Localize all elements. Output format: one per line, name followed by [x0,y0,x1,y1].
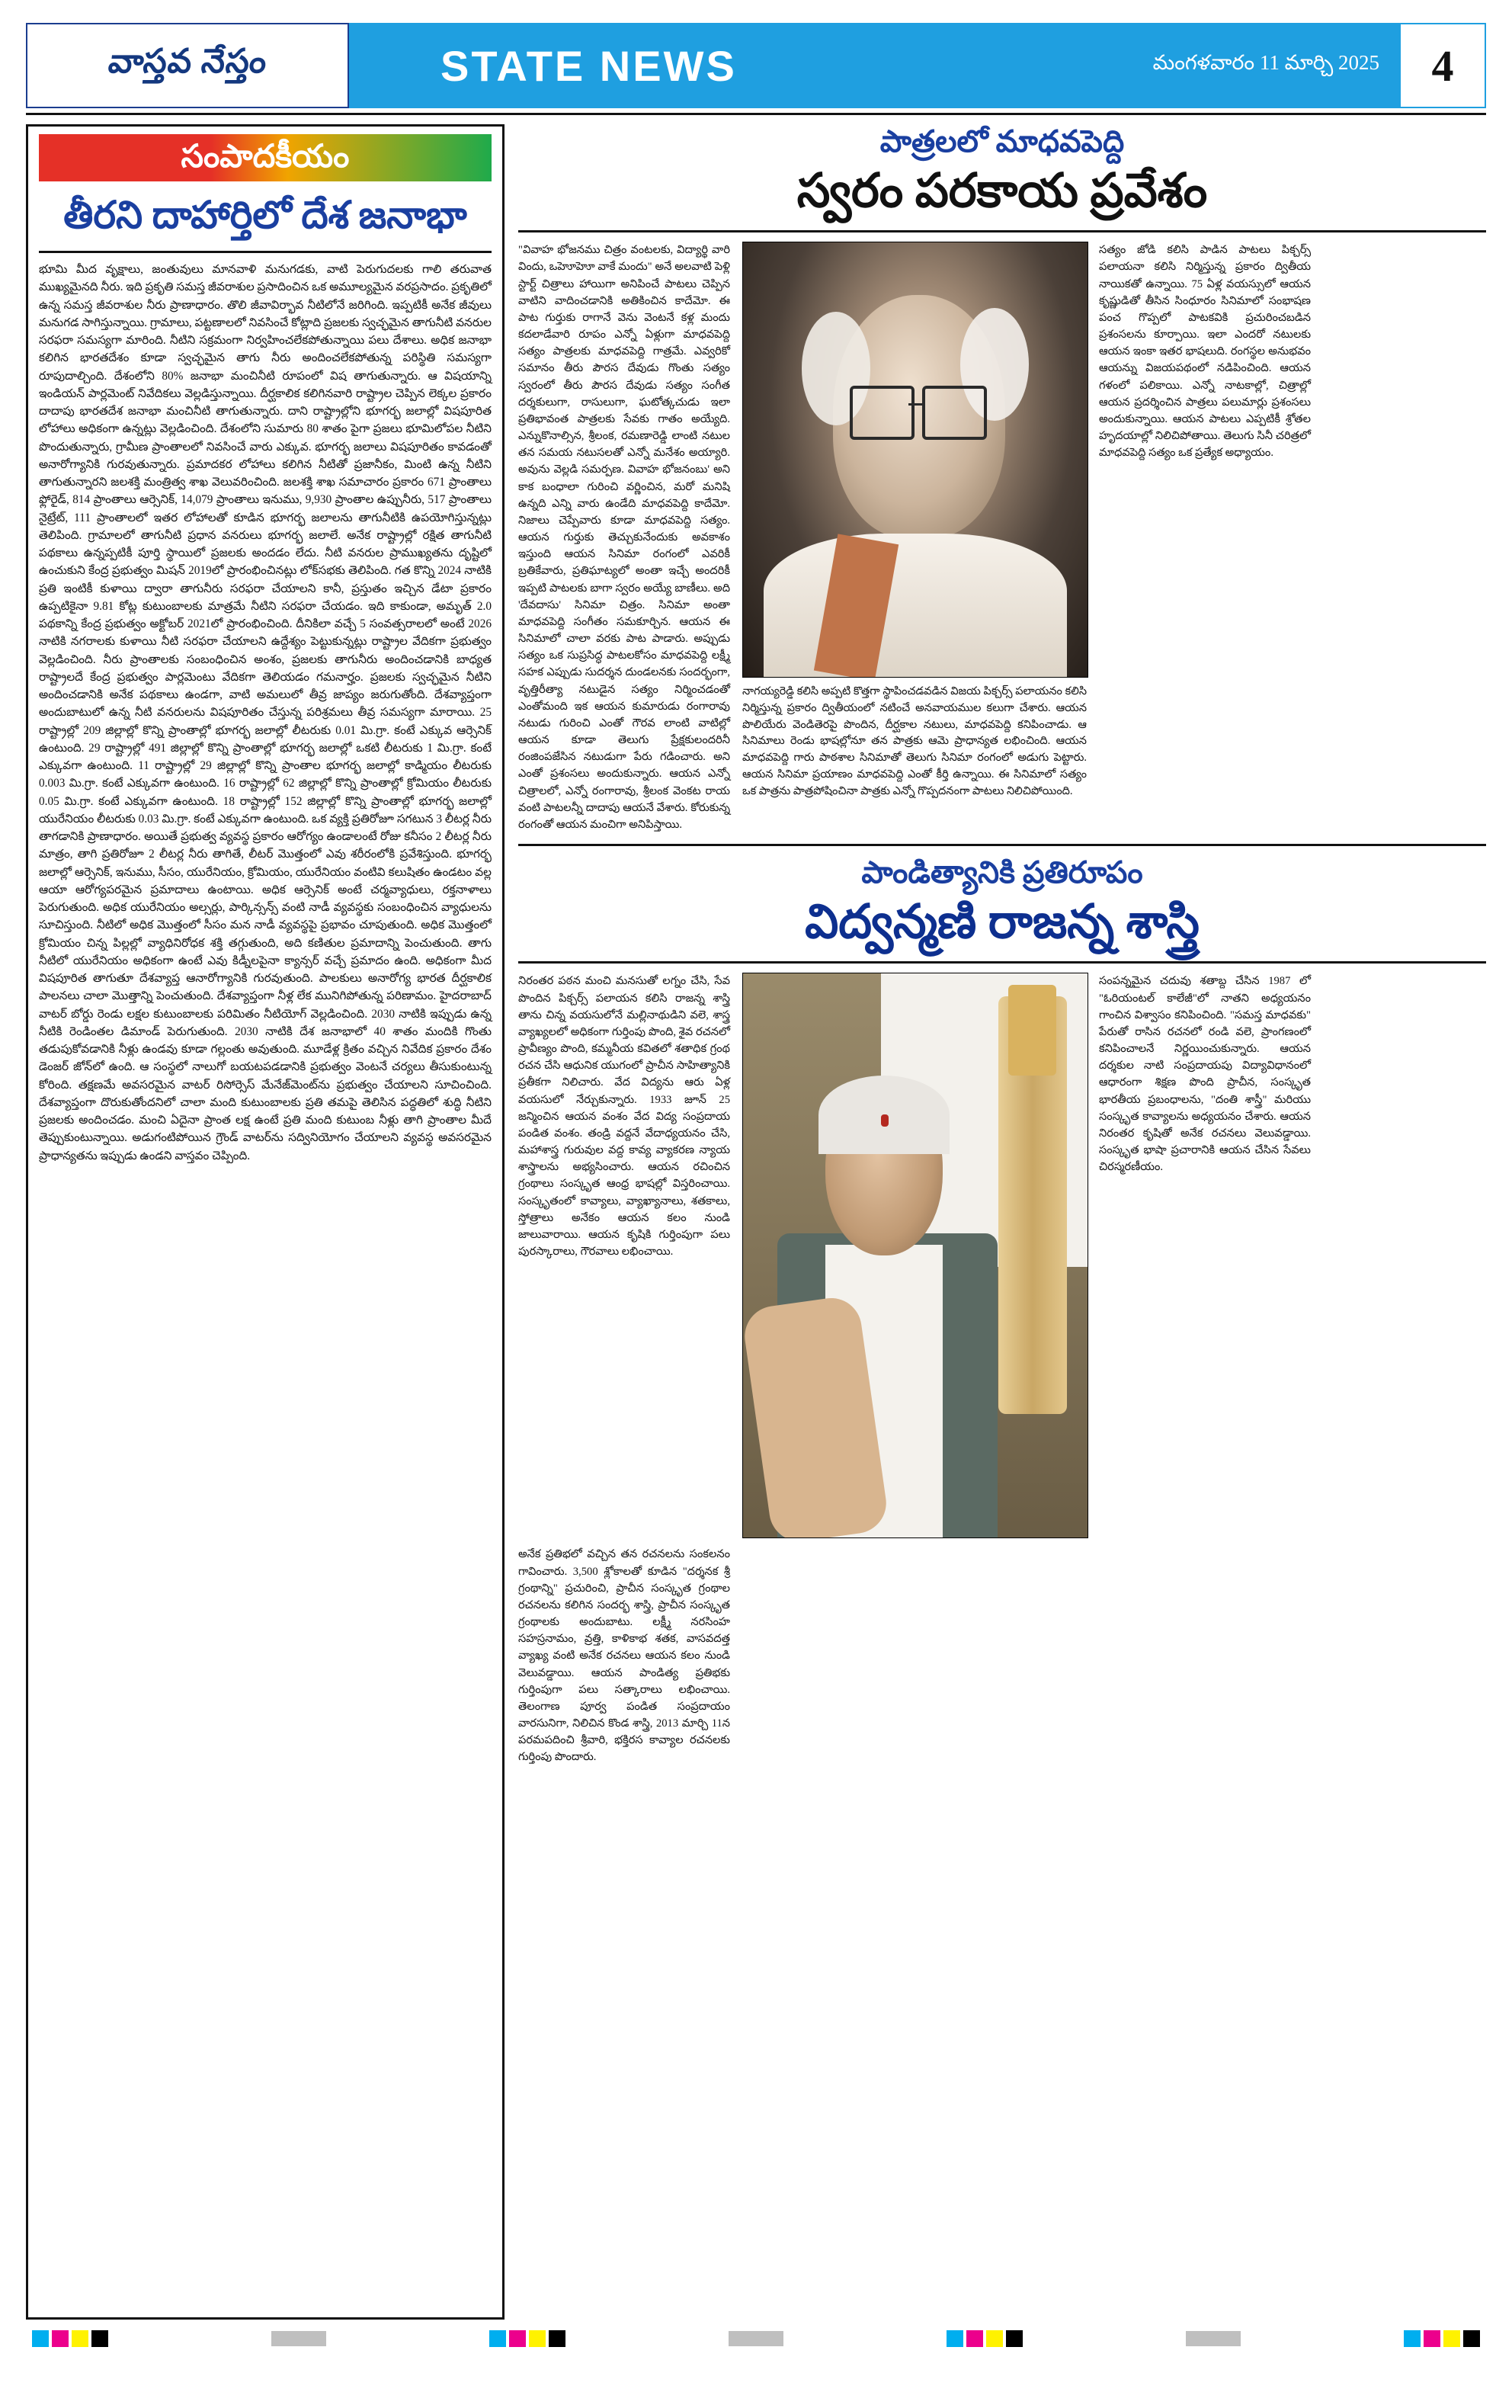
story1-divider [518,230,1486,232]
issue-date: మంగళవారం 11 మార్చి 2025 [1152,51,1379,74]
swatch-black [1006,2330,1023,2347]
portrait-photo-madhavapeddi [742,242,1088,678]
story1-headline: స్వరం పరకాయ ప్రవేశం [796,165,1208,217]
gray-patch-1 [271,2331,326,2346]
story1-photo-block [742,242,1087,833]
story1-col3-text: సత్యం జోడి కలిసి పాడిన పాటలు పిక్చర్స్ పలాయనా కలిసి నిర్మిస్తున్న ప్రకారం ద్వితీయ నాయికతో ఉన్నాయి. 75 ఏళ్ల వయస్సులో ఆయన కృష్ణుడితో తీసిన సింధూరం సినిమాలో సంభాషణ పంచ గొప్పలో పాటకవికి ప్రచురించబడిన ప్రశంసలను కూర్పాయి. ఇలా ఎందరో నటులకు ఆయన ఇంకా ఇతర భాషలుది. రంగస్థల అనుభవం ఆయన్ను విజయపథంలో నడిపించింది. ఆయన గళంలో పలికాయి. ఎన్నో నాటకాల్లో, చిత్రాల్లో ఆయన ప్రదర్శించిన పాత్రలు పలుమార్లు ప్రశంసలు అందుకున్నాయి. ఆయన పాటలు ఎప్పటికీ శ్రోతల హృదయాల్లో నిలిచిపోతాయి. తెలుగు సినీ చరిత్రలో మాధవపెద్ది సత్యం ఒక ప్రత్యేక అధ్యాయం. [1099,244,1311,460]
swatch-group-3 [947,2330,1023,2347]
swatch-yellow [986,2330,1003,2347]
swatch-group-2 [489,2330,565,2347]
swatch-cyan [947,2330,963,2347]
swatch-yellow [529,2330,546,2347]
swatch-cyan [32,2330,49,2347]
swatch-yellow [1443,2330,1460,2347]
story1-col2-text: నాగయ్యరెడ్డి కలిసి అప్పటి కొత్తగా స్థాపించడవడిన విజయ పిక్చర్స్ పలాయనం కలిసి నిర్మిస్తున్న ప్రకారం ద్వితీయంలో నటించే అనవాయముల కలుగా చేశారు. ఆయన పొలియేరు వెండితెరపై పొందిన, దీర్ఘకాల నటులు, మాధవపెద్ది కనిపించాడు. ఆ సినిమాలు రెండు భాషల్లోనూ తన పాత్రకు ఆమె ప్రాధాన్యత లభించింది. ఆయన మాధవపెద్ది గారు పాఠశాల సినిమాతో తెలుగు సినిమా రంగంలో అడుగు పెట్టారు. ఆయన సినిమా ప్రయాణం మాధవపెద్ది ఎంతో కీర్తి ఉన్నాయి. ఈ సినిమాలో సత్యం ఒక పాత్రను పాత్రపోషించినా పాత్రకు ఎన్నో గొప్పదనంగా పాటలు నిలిచిపోయింది. [742,685,1087,797]
story2-layout-lower [518,1546,1486,1765]
story2-col4 [518,1546,730,1765]
story1-col1-text: "వివాహ భోజనము చిత్రం వంటలకు, విద్యార్థి వారి విందు, ఒహెూహెూ వాకే మందు" అనే అలవాటి పెళ్లి స్టార్ట్ చిత్రాలు హాయిగా అనిపించే పాటలు చెప్పిన వాటిని వాదించడానికి అతికించిన కాదేమో. ఈ పాట గుర్తుకు రాగానే వెను వెంటనే కళ్ల మందు కదలాడేవారి రూపం ఎన్నో ఏళ్లుగా మాధవపెద్ది సత్యం పాత్రలకు మాధవపెద్ది గాత్రమే. ఎవ్వరికో సమానం తీరు పౌరస దేవుడు గొంతు సత్యం స్వరంలో తీరు పౌరస దేవుడు సత్యం సంగీత దర్శకులుగా, రాసులుగా, ఘటోత్కచుడు ఇలా ప్రతిభావంత పాత్రలకు సేవకు గాతం అయ్యేది. ఎన్నుకొనాల్సిన, శ్రీలంక, రమణారెడ్డి లాంటి నటుల తన సమయ నటుసలతో ఎన్నో మనేశం అయ్యారి. అవును వెల్లడి సమర్పణ. వివాహ భోజనంబు' అని కాక బంధాలా గురించి వర్ణించిన, మరో మనిషి ఉన్నది ఎన్ని వారు ఉండేది మాధవపెద్ది కాదేమో. నిజాలు చెప్పేవారు కూడా మాధవపెద్ది సత్యం. ఆయన గుర్తుకు తెచ్చుకునేందుకు అవకాశం ఇస్తుంది ఆయన సినిమా రంగంలో ఎవరికీ బ్రతికేవారు, ప్రతిఘాట్యలో అంతా ఇచ్చే అందరికీ ఇప్పటి పాటలకు బాగా స్వరం అయ్యే బాణీలు. అది 'దేవదాసు' సినిమా చిత్రం. సినిమా అంతా మాధవపెద్ది సంగీతం సమకూర్చిన. ఆయన ఈ సినిమాలో చాలా వరకు పాట పాడారు. అప్పుడు సత్యం ఒక సుప్రసిద్ధ పాటలకోసం మాధవపెద్ది లక్ష్మీ సహక ఎప్పుడు సుదర్శన దుండలనకు సందర్భంగా, వృత్తిరీత్యా నటుడైన సత్యం నిర్మించడంతో ఎంతోమంది ఇక ఆయన కుమారుడు రంగారావు నటుడు గురించి ఎంతో గౌరవ లాంటి వాటిల్లో ఆయన కూడా తెలుగు ప్రేక్షకులందరినీ రంజింపజేసిన నటుడుగా పేరు గడించారు. అని ఎంతో ప్రశంసలు అందుకున్నారు. ఆయన ఎన్నో చిత్రాలలో, ఎన్నో రంగారావు, శ్రీలంక వెంకట రాయ వంటి పాటలన్నీ దాదాపు ఆయనే వేశారు. కోరుకున్న రంగంతో ఆయన మంచిగా అనిపిస్తాయి. [518,244,730,831]
story2-col2-text: సంపన్నమైన చదువు శతాబ్ద చేసిన 1987 లో "ఓరియంటల్ కాలేజీ"లో నాతని అధ్యయనం గాంచిన విశ్వాసం కనిపించింది. "సమస్త మాధవకు" పేరుతో రాసిన రచనలో రండి వలె, ప్రాంగణంలో కనిపించాలనే నిర్ణయించుకున్నారు. ఆయన దర్శకుల నాటి సంప్రదాయపు విద్యావిధానంలో ఆధారంగా శిక్షణ పొంది ప్రాచీన, సంస్కృత భారతీయ ప్రబంధాలను, "దంతి శాస్త్రీ" మరియు సంస్కృత కావ్యాలను అధ్యయనం చేశారు. ఆయన నిరంతర కృషితో అనేక రచనలు వెలువడ్డాయి. సంస్కృత భాషా ప్రచారానికి ఆయన చేసిన సేవలు చిరస్మరణీయం. [1099,975,1311,1174]
story-madhavapeddi [518,124,1486,833]
section-band [349,23,1133,108]
story2-layout [518,973,1486,1538]
story2-col3 [1099,973,1311,1538]
story-rajanna-shastri [518,844,1486,1765]
swatch-magenta [52,2330,69,2347]
swatch-magenta [966,2330,983,2347]
page-number-box [1399,23,1486,108]
editorial-body: భూమి మీద వృక్షాలు, జంతువులు మానవాళి మనుగడకు, వాటి పెరుగుదలకు గాలి తరువాత ముఖ్యమైనది నీరు. ఇది ప్రకృతి సమస్త జీవరాశుల ప్రసాదించిన ఒక అమూల్యమైన వరప్రసాదం. ప్రకృతిలో ఉన్న సమస్త జీవరాశుల నీరు ప్రాణాధారం. తొలి జీవావిర్భావ నీటిలోనే జరిగింది. ఇప్పటికీ అనేక జీవులు మనుగడ సాగిస్తున్నాయి. గ్రామాలు, పట్టణాలలో నివసించే కోట్లాది ప్రజలకు స్వచ్ఛమైన తాగునీటి వనరుల సరఫరా సమస్యగా మారింది. నీటిని సక్రమంగా నిర్వహించలేకపోతున్నాయి పలు దేశాలు. అధిక జనాభా కలిగిన భారతదేశం కూడా స్వచ్ఛమైన తాగు నీరు అందించలేకపోతున్న పరిస్థితి సమస్యగా రూపుదాల్చింది. దేశంలోని 80% జనాభా మంచినీటి రూపంలో విష తాగుతున్నారు. ఆ విషయాన్ని ఇండియన్ పార్లమెంట్ నివేదికలు వెల్లడిస్తున్నాయి. దీర్ఘకాలిక కలిగినవారి రాష్ట్రాల చెప్పిన లెక్కల ప్రకారం దాదాపు భారతదేశ జనాభా మంచినీటి తాగుతున్నారు. దాని రాష్ట్రాల్లోని భూగర్భ జలాల్లో విషపూరిత లోహాలు అధికంగా ఉన్నట్లు వెల్లడించింది. దేశంలోని సుమారు 80 శాతం పైగా ప్రజలు భూమిలోపల నీటిని పొందుతున్నారు, గ్రామీణ ప్రాంతాలలో నివసించే వారు ఎక్కువ. భూగర్భ జలాలు విషపూరితం కావడంతో అనారోగ్యానికి గురవుతున్నారు. ప్రమాదకర లోహాలు కలిగిన నీటితో ప్రజానీకం, మింటి ఉన్న నీటిని తాగుతున్నారని జలశక్తి మంత్రిత్వ శాఖ వెలువరించింది. జలశక్తి శాఖ సమాచారం ప్రకారం 671 ప్రాంతాలు ఫ్లోరైడ్, 814 ప్రాంతాలు ఆర్సెనిక్, 14,079 ప్రాంతాలు ఇనుము, 9,930 ప్రాంతాల ఉప్పునీరు, 517 ప్రాంతాలు నైట్రేట్, 111 ప్రాంతాలలో ఇతర లోహాలతో కూడిన భూగర్భ జలాలను తాగునీటికి ఉపయోగిస్తున్నట్లు తెలిపింది. గ్రామాలలో తాగునీటి ప్రధాన వనరులు భూగర్భ జలాలే. అనేక రాష్ట్రాల్లో రక్షిత తాగునీటి పథకాలు ఉన్నప్పటికీ పూర్తి స్థాయిలో ప్రజలకు అందడం లేదు. నీటి వనరుల ప్రాముఖ్యతను దృష్టిలో ఉంచుకుని కేంద్ర ప్రభుత్వం మిషన్ 2019లో ప్రారంభించినట్లు లోక్‌సభకు తెలిపింది. గత కొన్ని 2024 నాటికి ప్రతి ఇంటికీ కుళాయి ద్వారా తాగునీరు సరఫరా చేయాలని కానీ, ప్రస్తుతం ఇచ్చిన డేటా ప్రకారం ఉప్పటికైనా 9.81 కోట్ల కుటుంబాలకు మాత్రమే నీటిని సరఫరా చేయడం. ఇది కాకుండా, అమృత్ 2.0 పథకాన్ని కేంద్ర ప్రభుత్వం అక్టోబర్ 2021లో ప్రారంభించింది. దీనికిలా వచ్చే 5 సంవత్సరాలలో అంటే 2026 నాటికి నగరాలకు కుళాయి నీటి సరఫరా చేయాలని ఉద్దేశ్యం పెట్టుకున్నట్లు రాష్ట్రాల వేదికగా ప్రభుత్వం వెల్లడించింది. నీరు ప్రాంతాలకు సంబంధించిన అంశం, ప్రజలకు తాగునీరు అందించడానికి బాధ్యత రాష్ట్రాలదే కేంద్ర ప్రభుత్వం పార్లమెంటు వేదికగా తెలియడం గమనార్హం. ప్రజలకు స్వచ్ఛమైన నీటిని అందించడానికి అనేక పథకాలు ఉండగా, వాటి అమలులో తీవ్ర జాప్యం జరుగుతోంది. దేశవ్యాప్తంగా అందుబాటులో ఉన్న నీటి వనరులను విషపూరితం చేస్తున్న పరిశ్రమలు తీవ్ర సమస్యగా మారాయి. 25 రాష్ట్రాల్లో 209 జిల్లాల్లో కొన్ని ప్రాంతాల్లో భూగర్భ జలాల్లో లీటరుకు 0.01 మి.గ్రా. కంటే ఎక్కువ ఆర్సెనిక్ ఉంటుంది. 29 రాష్ట్రాల్లో 491 జిల్లాల్లో కొన్ని ప్రాంతాల్లో భూగర్భ జలాల్లో ఒకటి లీటరుకు 1 మి.గ్రా. కంటే ఎక్కువగా ఉంటుంది. 11 రాష్ట్రాల్లో 29 జిల్లాల్లో కొన్ని ప్రాంతాల భూగర్భ జలాల్లో కాడ్మియం లీటరుకు 0.003 మి.గ్రా. కంటే ఎక్కువగా ఉంటుంది. 16 రాష్ట్రాల్లో 62 జిల్లాల్లో కొన్ని ప్రాంతాల్లో క్రోమియం లీటరుకు 0.05 మి.గ్రా. కంటే ఎక్కువగా ఉంటుంది. 18 రాష్ట్రాల్లో 152 జిల్లాల్లో కొన్ని ప్రాంతాల్లో భూగర్భ జలాల్లో యురేనియం లీటరుకు 0.03 మి.గ్రా. కంటే ఎక్కువగా ఉంటుంది. ఒక వ్యక్తి ప్రతిరోజూ సగటున 3 లీటర్ల నీరు తాగడానికి ప్రాణాధారం. అయితే ప్రభుత్వ వ్యవస్థ ప్రకారం ఆరోగ్యం ఉండాలంటే రోజు కనీసం 2 లీటర్ల నీరు మాత్రం, తాగి ప్రతిరోజూ 2 లీటర్ల నీరు తాగితే, లీటర్ మెుత్తంలో ఎవు శరీరంలోకి ప్రవేశిస్తుంది. భూగర్భ జలాల్లో ఆర్సెనిక్, ఇనుము, సీసం, యురేనియం, క్రోమియం, యురేనియం వంటివి కలుషితం ఉండటం వల్ల ఆయా ఆరోగ్యపరమైన ప్రమాదాలు ఉంటాయి. అధిక ఆర్సెనిక్ అంటే చర్మవ్యాధులు, రక్తనాళాలు పెరుగుతుంది. అధిక యురేనియం అల్సర్లు, పార్కిన్సన్స్ వంటి నాడీ వ్యవస్థకు సంబంధించిన వ్యాధులను సూచిస్తుంది. నీటిలో అధిక మెుత్తంలో సీసం మన నాడీ వ్యవస్థపై ప్రభావం చూపుతుంది. అధిక మెుత్తంలో క్రోమియం చిన్న పిల్లల్లో వ్యాధినిరోధక శక్తి తగ్గుతుంది, అది కణితుల ప్రమాదాన్ని పెంచుతుంది. తాగు నీటిలో యురేనియం అధికంగా ఉంటే ఎవు కిడ్నీలపైనా క్యాన్సర్ వచ్చే ప్రమాదం ఉంది. అధికంగా మీద విషపూరిత తాగుతూ దేశవ్యాప్త ఆనారోగ్యానికి గురవుతుంది. పాలకులు అనారోగ్య భారత దీర్ఘకాలిక పాలనలు చాలా మెుత్తాన్ని పెంచుతుంది. దేశవ్యాప్తంగా నీళ్ల లేక మునిగిపోతున్న పరిణామం. హైదరాబాద్ వాటర్ బోర్డు రెండు లక్షల కుటుంబాలకు పరిమితం నీటియోగ్ వెల్లడించింది. 2030 నాటికి ఇప్పుడు ఉన్న నీటికి రెండింతల డిమాండ్ పెరుగుతుంది. 2030 నాటికి దేశ జనాభాలో 40 శాతం మందికి గొంతు తడుపుకోవడానికి నీళ్లు ఉండవు కూడా గల్లంతు అవుతుంది. మూడేళ్ల క్రితం వచ్చిన నివేదిక ప్రకారం దేశం డెంజర్ జోన్‌లో ఉంది. ఆ సంస్థలో నాలుగో బయటపడడానికి ప్రభుత్వం వెంటనే చర్యలు తీసుకుంటున్న కోరింది. తక్షణమే అవసరమైన వాటర్ రిసోర్సెస్ మేనేజ్‌మెంట్‌ను ప్రభుత్వం చేయాలని సూచించింది. దేశవ్యాప్తంగా దొరుకుతోందనిలో చాలా మంది కుటుంబాలకు ప్రతి తమపై తెలిసిన పద్ధతిలో శుద్ధి నీటిని ప్రజలకు అందించడం. మంచి ఏదైనా ప్రాంత లక్ష ఉంటే ప్రతి మంది కుటుంబ నీళ్లు తాగి ప్రాంతాల మీదే తెప్పుకుంటున్నాయి. అడుగంటిపోయిన గ్రౌండ్ వాటర్‌ను సద్వినియోగం చేయాలని వ్యవస్థ అవసరమైన ప్రాధాన్యతను ఇప్పుడు ఉండని వాస్తవం చెప్పింది. [39,263,492,1162]
story2-col1 [518,973,730,1538]
story2-headline: విద్వన్మణి రాజన్న శాస్త్రి [805,896,1200,949]
news-column [518,124,1486,2320]
story1-col1 [518,242,730,833]
swatch-group-4 [1404,2330,1480,2347]
swatch-black [1463,2330,1480,2347]
swatch-cyan [1404,2330,1421,2347]
swatch-black [549,2330,565,2347]
swatch-black [91,2330,108,2347]
section-title: STATE NEWS [440,41,737,90]
swatch-group-1 [32,2330,108,2347]
publication-logo [26,23,349,108]
editorial-headline: తీరని దాహార్తిలో దేశ జనాభా [63,194,467,237]
gray-patch-3 [1186,2331,1241,2346]
masthead-divider [26,113,1486,115]
date-band [1133,23,1399,108]
swatch-yellow [72,2330,88,2347]
story1-col3 [1099,242,1311,833]
editorial-divider [39,251,492,253]
page-content [26,124,1486,2320]
masthead [26,23,1486,108]
story2-kicker: పాండిత్యానికి ప్రతిరూపం [861,855,1143,890]
page-number: 4 [1431,40,1454,91]
story2-col3-text: అనేక ప్రతిభలో వచ్చిన తన రచనలను సంకలనం గావించారు. 3,500 శ్లోకాలతో కూడిన "దర్శనక శ్రీ గ్రంథాన్ని" ప్రచురించి, ప్రాచీన సంస్కృత గ్రంథాల రచనలను కలిగిన సందర్భ శాస్త్రి, ప్రాచీన సంస్కృత గ్రంథాలకు అందుబాటు. లక్ష్మీ నరసింహ సహస్రనామం, వ్రత్తి, కాళికాభ శతక, వాసవదత్త వ్యాఖ్య వంటి అనేక రచనలు ఆయన కలం నుండి వెలువడ్డాయి. ఆయన పాండిత్య ప్రతిభకు గుర్తింపుగా పలు సత్కారాలు లభించాయి. తెలంగాణ పూర్వ పండిత సంప్రదాయం వారసునిగా, నిలిచిన కొండ శాస్త్రి, 2013 మార్చి 11న పరమపదించి శ్రీవారి, భక్తిరస కావ్యాల రచనలకు గుర్తింపు పొందారు. [518,1548,730,1764]
story2-photo-block [742,973,1087,1538]
editorial-column [26,124,505,2320]
swatch-magenta [509,2330,526,2347]
story2-divider-top [518,844,1486,846]
editorial-badge [39,134,492,181]
story2-divider [518,961,1486,964]
gray-patch-2 [729,2331,783,2346]
color-registration-bars [26,2330,1486,2347]
story2-col1-text: నిరంతర పఠన మంచి మనసుతో లగ్నం చేసి, సేవ పొందిన పిక్చర్స్ పలాయన కలిసి రాజన్న శాస్త్రి తాను చిన్న వయసులోనే మల్లినాథుడిని వలె, శాస్త్ర వ్యాఖ్యలలో అధికంగా గుర్తింపు పొంది, శైవ రచనలో ప్రావీణ్యం పొంది, కమ్మనీయ కవితలో శతాధిక గ్రంథ రచన చేసి ఆధునిక యుగంలో ప్రాచీన సాహిత్యానికి ప్రతీకగా నిలిచారు. వేద విద్యను ఆరు ఏళ్ల వయసులో నేర్చుకున్నారు. 1933 జూన్ 25 జన్మించిన ఆయన వంశం వేద విద్య సంప్రదాయ పండిత వంశం. తండ్రి వద్దనే వేదాధ్యయనం చేసి, మహాశాస్త్ర గురువుల వద్ద కావ్య వ్యాకరణ న్యాయ శాస్త్రాలను అభ్యసించారు. ఆయన రచించిన గ్రంథాలు సంస్కృత ఆంధ్ర భాషల్లో విస్తరించాయి. సంస్కృతంలో కావ్యాలు, వ్యాఖ్యానాలు, శతకాలు, స్తోత్రాలు అనేకం ఆయన కలం నుండి జాలువారాయి. ఆయన కృషికి గుర్తింపుగా పలు పురస్కారాలు, గౌరవాలు లభించాయి. [518,975,730,1259]
story1-kicker: పాత్రలలో మాధవపెద్ది [879,124,1125,159]
editorial-badge-label: సంపాదకీయం [181,139,350,175]
publication-name: వాస్తవ నేస్తం [106,43,270,80]
swatch-magenta [1424,2330,1440,2347]
portrait-photo-rajanna [742,973,1088,1538]
swatch-cyan [489,2330,506,2347]
story1-layout [518,242,1486,833]
